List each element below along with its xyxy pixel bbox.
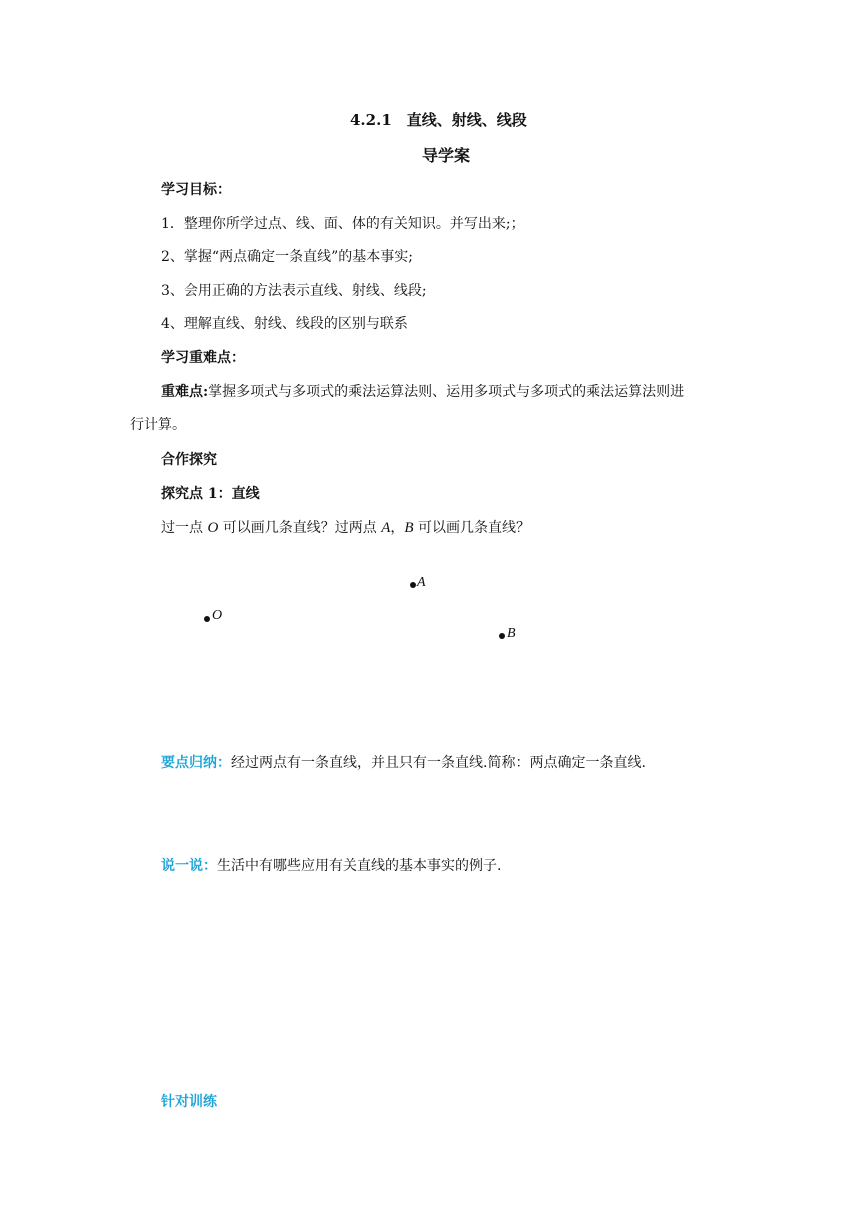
- say-label: 说一说：: [161, 858, 217, 874]
- difficulties-label: 重难点:: [161, 384, 209, 400]
- cooperation-heading: 合作探究: [161, 452, 217, 468]
- question-var-a: A: [381, 520, 391, 536]
- say-text: 生活中有哪些应用有关直线的基本事实的例子.: [217, 858, 502, 874]
- difficulties-paragraph-line1: [161, 382, 684, 402]
- point-o-label: O: [212, 608, 223, 623]
- objective-item: 4、理解直线、射线、线段的区别与联系: [161, 316, 408, 332]
- key-point-summary: [161, 753, 646, 773]
- point-a-label: A: [417, 575, 426, 590]
- page-title: 4.2.1 直线、射线、线段: [350, 111, 527, 129]
- training-heading: 针对训练: [161, 1094, 217, 1110]
- question-text: 可以画几条直线？: [413, 520, 530, 536]
- key-point-text: 经过两点有一条直线，并且只有一条直线.简称：两点确定一条直线.: [231, 755, 646, 771]
- explore1-heading: 探究点 1：直线: [161, 486, 260, 502]
- objective-item: 3、会用正确的方法表示直线、射线、线段;: [161, 283, 427, 299]
- point-b-label: B: [507, 626, 516, 641]
- question-text: 可以画几条直线？过两点: [218, 520, 382, 536]
- objectives-heading: 学习目标：: [161, 182, 231, 198]
- difficulties-text: 掌握多项式与多项式的乘法运算法则、运用多项式与多项式的乘法运算法则进: [208, 384, 685, 400]
- point-a-dot: [410, 582, 416, 588]
- difficulties-paragraph-line2: 行计算。: [130, 417, 186, 433]
- question-text: 过一点: [161, 520, 208, 536]
- question-var-b: B: [404, 520, 414, 536]
- key-point-label: 要点归纳：: [161, 755, 231, 771]
- page-subtitle: 导学案: [422, 146, 471, 165]
- question-text: ，: [390, 520, 405, 536]
- point-b-dot: [499, 633, 505, 639]
- point-o-dot: [204, 616, 210, 622]
- objective-item: 2、掌握“两点确定一条直线”的基本事实;: [161, 249, 413, 265]
- difficulties-heading: 学习重难点：: [161, 350, 245, 366]
- objective-item: 1．整理你所学过点、线、面、体的有关知识。并写出来;；: [161, 216, 525, 232]
- explore1-question: [161, 518, 530, 538]
- say-prompt: [161, 856, 501, 876]
- question-var-o: O: [207, 520, 219, 536]
